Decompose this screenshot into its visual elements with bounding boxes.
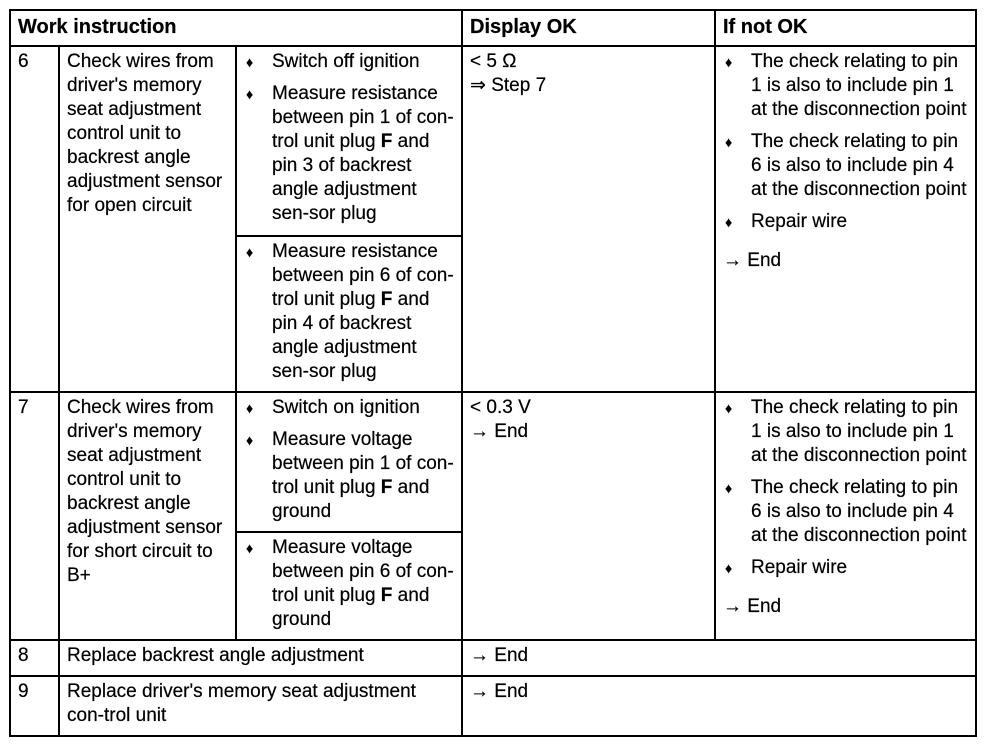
remedy-text: Repair wire bbox=[751, 557, 848, 578]
header-if-not-ok: If not OK bbox=[715, 10, 976, 46]
diamond-bullet-icon: ♦ bbox=[725, 560, 733, 576]
diamond-bullet-icon: ♦ bbox=[246, 432, 254, 448]
list-item bbox=[723, 396, 969, 468]
if-not-ok-cell bbox=[715, 46, 976, 392]
plug-letter: F bbox=[380, 289, 393, 310]
display-ok-cell bbox=[462, 392, 715, 640]
step-result: → End bbox=[462, 676, 976, 736]
end-marker: → End bbox=[723, 596, 782, 617]
diamond-bullet-icon: ♦ bbox=[246, 540, 254, 556]
action-text: Measure voltage between pin 1 of con-trol unit plug F and ground bbox=[272, 429, 454, 522]
step-instruction: Replace backrest angle adjustment bbox=[59, 640, 462, 676]
header-work-instruction: Work instruction bbox=[10, 10, 462, 46]
remedy-text: Repair wire bbox=[751, 211, 848, 232]
end-marker: → End bbox=[723, 250, 782, 271]
table-row-9 bbox=[10, 676, 976, 736]
table-row-6a bbox=[10, 46, 976, 236]
action-text: Switch off ignition bbox=[272, 51, 420, 72]
plug-letter: F bbox=[380, 585, 393, 606]
remedy-text: The check relating to pin 1 is also to include pin 1 at the disconnection point bbox=[751, 397, 967, 466]
diamond-bullet-icon: ♦ bbox=[725, 54, 733, 70]
list-item bbox=[244, 428, 455, 524]
table-header-row bbox=[10, 10, 976, 46]
list-item bbox=[244, 536, 455, 632]
display-ok-value: < 0.3 V bbox=[470, 397, 531, 418]
display-ok-value: < 5 Ω bbox=[470, 51, 517, 72]
remedy-text: The check relating to pin 1 is also to include pin 1 at the disconnection point bbox=[751, 51, 967, 120]
step-result: → End bbox=[462, 640, 976, 676]
table-row-7a bbox=[10, 392, 976, 532]
step-number: 8 bbox=[10, 640, 59, 676]
table-row-8 bbox=[10, 640, 976, 676]
plug-letter: F bbox=[380, 131, 393, 152]
if-not-ok-cell bbox=[715, 392, 976, 640]
list-item bbox=[723, 210, 969, 234]
action-text: Measure resistance between pin 6 of con-trol unit plug F and pin 4 of backrest angle adjustment sen-sor plug bbox=[272, 241, 454, 382]
remedy-text: The check relating to pin 6 is also to include pin 4 at the disconnection point bbox=[751, 131, 967, 200]
step-number: 9 bbox=[10, 676, 59, 736]
step-instruction: Check wires from driver's memory seat adjustment control unit to backrest angle adjustment sensor for short circuit to B+ bbox=[59, 392, 236, 640]
step-number: 7 bbox=[10, 392, 59, 640]
diamond-bullet-icon: ♦ bbox=[725, 214, 733, 230]
list-item bbox=[244, 50, 455, 74]
diamond-bullet-icon: ♦ bbox=[246, 244, 254, 260]
diamond-bullet-icon: ♦ bbox=[725, 400, 733, 416]
diamond-bullet-icon: ♦ bbox=[725, 134, 733, 150]
list-item bbox=[723, 130, 969, 202]
step-actions bbox=[236, 46, 462, 236]
list-item bbox=[723, 476, 969, 548]
remedy-text: The check relating to pin 6 is also to include pin 4 at the disconnection point bbox=[751, 477, 967, 546]
step-instruction: Check wires from driver's memory seat adjustment control unit to backrest angle adjustment sensor for open circuit bbox=[59, 46, 236, 392]
step-actions bbox=[236, 236, 462, 392]
step-actions bbox=[236, 532, 462, 640]
display-ok-next: → End bbox=[470, 421, 529, 442]
diamond-bullet-icon: ♦ bbox=[246, 400, 254, 416]
diamond-bullet-icon: ♦ bbox=[725, 480, 733, 496]
step-actions bbox=[236, 392, 462, 532]
work-instruction-table bbox=[9, 9, 977, 737]
action-text: Switch on ignition bbox=[272, 397, 420, 418]
action-text: Measure voltage between pin 6 of con-trol unit plug F and ground bbox=[272, 537, 454, 630]
display-ok-next: ⇒ Step 7 bbox=[470, 75, 547, 96]
step-instruction: Replace driver's memory seat adjustment con-trol unit bbox=[59, 676, 462, 736]
list-item bbox=[723, 556, 969, 580]
list-item bbox=[244, 396, 455, 420]
display-ok-cell bbox=[462, 46, 715, 392]
list-item bbox=[244, 240, 455, 384]
list-item bbox=[723, 50, 969, 122]
header-display-ok: Display OK bbox=[462, 10, 715, 46]
diamond-bullet-icon: ♦ bbox=[246, 54, 254, 70]
step-number: 6 bbox=[10, 46, 59, 392]
diamond-bullet-icon: ♦ bbox=[246, 86, 254, 102]
list-item bbox=[244, 82, 455, 226]
action-text: Measure resistance between pin 1 of con-trol unit plug F and pin 3 of backrest angle adjustment sen-sor plug bbox=[272, 83, 454, 224]
plug-letter: F bbox=[380, 477, 393, 498]
